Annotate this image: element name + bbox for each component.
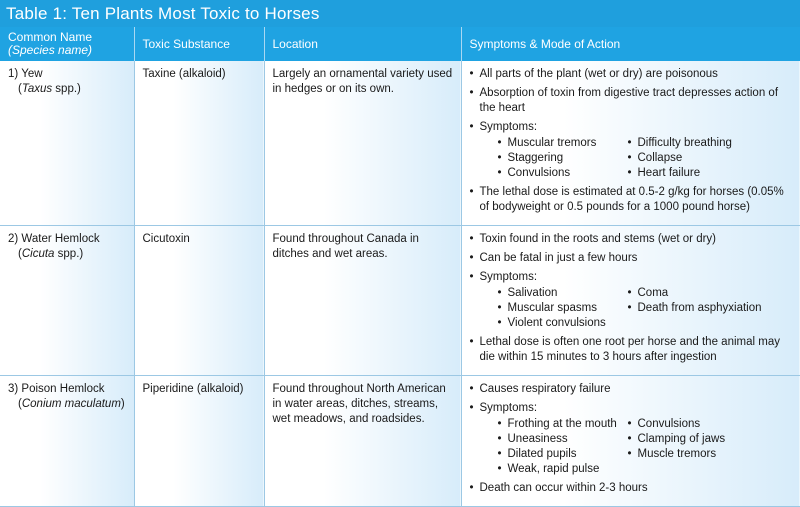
location-cell: Largely an ornamental variety used in hedges or on its own. <box>264 61 461 226</box>
symptom-item: • Collapse <box>628 151 778 166</box>
list-item: • The lethal dose is estimated at 0.5-2 g/kg for horses (0.05% of bodyweight or 0.5 pounds for a 1000 pound horse) <box>470 185 793 215</box>
symptom-item: • Salivation <box>498 286 628 301</box>
location-cell: Found throughout North American in water areas, ditches, streams, wet meadows, and roadsides. <box>264 376 461 507</box>
symptom-item: • Heart failure <box>628 166 778 181</box>
species-name: (Conium maculatum) <box>18 398 125 410</box>
table-title: Table 1: Ten Plants Most Toxic to Horses <box>0 0 800 27</box>
symptom-item: • Muscle tremors <box>628 447 778 462</box>
list-item: • All parts of the plant (wet or dry) are poisonous <box>470 67 793 82</box>
symptoms-group <box>470 401 793 477</box>
species-italic: Taxus <box>21 83 53 95</box>
header-symptoms: Symptoms & Mode of Action <box>461 27 800 61</box>
symptoms-list <box>470 382 793 496</box>
common-name-cell <box>0 376 134 507</box>
symptom-item: • Staggering <box>498 151 628 166</box>
symptoms-sublist <box>480 286 793 331</box>
species-italic: Cicuta <box>21 248 55 260</box>
symptom-item: • Death from asphyxiation <box>628 301 778 316</box>
list-item: • Lethal dose is often one root per horse and the animal may die within 15 minutes to 3 hours after ingestion <box>470 335 793 365</box>
symptom-item: • Weak, rapid pulse <box>498 462 628 477</box>
species-name: (Taxus spp.) <box>18 83 81 95</box>
table-row <box>0 61 800 226</box>
header-common-name: Common Name (Species name) <box>0 27 134 61</box>
toxic-substance-cell: Cicutoxin <box>134 226 264 376</box>
symptom-item: • Muscular tremors <box>498 136 628 151</box>
symptoms-list <box>470 232 793 365</box>
symptoms-sublist <box>480 136 793 181</box>
symptoms-label: Symptoms: <box>479 402 538 414</box>
common-name: 1) Yew <box>8 68 43 80</box>
symptoms-list <box>470 67 793 215</box>
table-row <box>0 376 800 507</box>
symptoms-cell <box>461 61 800 226</box>
symptom-item: • Coma <box>628 286 778 301</box>
symptoms-group <box>470 270 793 331</box>
header-toxic-substance: Toxic Substance <box>134 27 264 61</box>
location-cell: Found throughout Canada in ditches and wet areas. <box>264 226 461 376</box>
common-name-cell <box>0 226 134 376</box>
common-name-cell <box>0 61 134 226</box>
species-suffix: ) <box>120 398 125 410</box>
symptom-item: • Dilated pupils <box>498 447 628 462</box>
symptom-item: • Uneasiness <box>498 432 628 447</box>
list-item: • Death can occur within 2-3 hours <box>470 481 793 496</box>
species-italic: Conium maculatum <box>21 398 121 410</box>
header-row <box>0 27 800 61</box>
toxic-substance-cell: Piperidine (alkaloid) <box>134 376 264 507</box>
toxic-plants-table <box>0 27 800 507</box>
symptom-item: • Muscular spasms <box>498 301 628 316</box>
symptom-item: • Violent convulsions <box>498 316 628 331</box>
toxic-substance-cell: Taxine (alkaloid) <box>134 61 264 226</box>
table-row <box>0 226 800 376</box>
symptoms-cell <box>461 376 800 507</box>
header-location: Location <box>264 27 461 61</box>
symptom-item: • Clamping of jaws <box>628 432 778 447</box>
symptom-item: • Frothing at the mouth <box>498 417 628 432</box>
list-item: • Absorption of toxin from digestive tract depresses action of the heart <box>470 86 793 116</box>
species-suffix: spp.) <box>54 248 84 260</box>
symptom-item: • Convulsions <box>498 166 628 181</box>
symptoms-cell <box>461 226 800 376</box>
symptom-item: • Convulsions <box>628 417 778 432</box>
symptoms-group <box>470 120 793 181</box>
list-item: • Can be fatal in just a few hours <box>470 251 793 266</box>
symptoms-label: Symptoms: <box>479 271 538 283</box>
species-suffix: spp.) <box>52 83 81 95</box>
species-name: (Cicuta spp.) <box>18 248 84 260</box>
symptoms-sublist <box>480 417 793 477</box>
symptom-item: • Difficulty breathing <box>628 136 778 151</box>
list-item: • Toxin found in the roots and stems (wet or dry) <box>470 232 793 247</box>
common-name: 3) Poison Hemlock <box>8 383 105 395</box>
common-name: 2) Water Hemlock <box>8 233 100 245</box>
list-item: • Causes respiratory failure <box>470 382 793 397</box>
symptoms-label: Symptoms: <box>479 121 538 133</box>
